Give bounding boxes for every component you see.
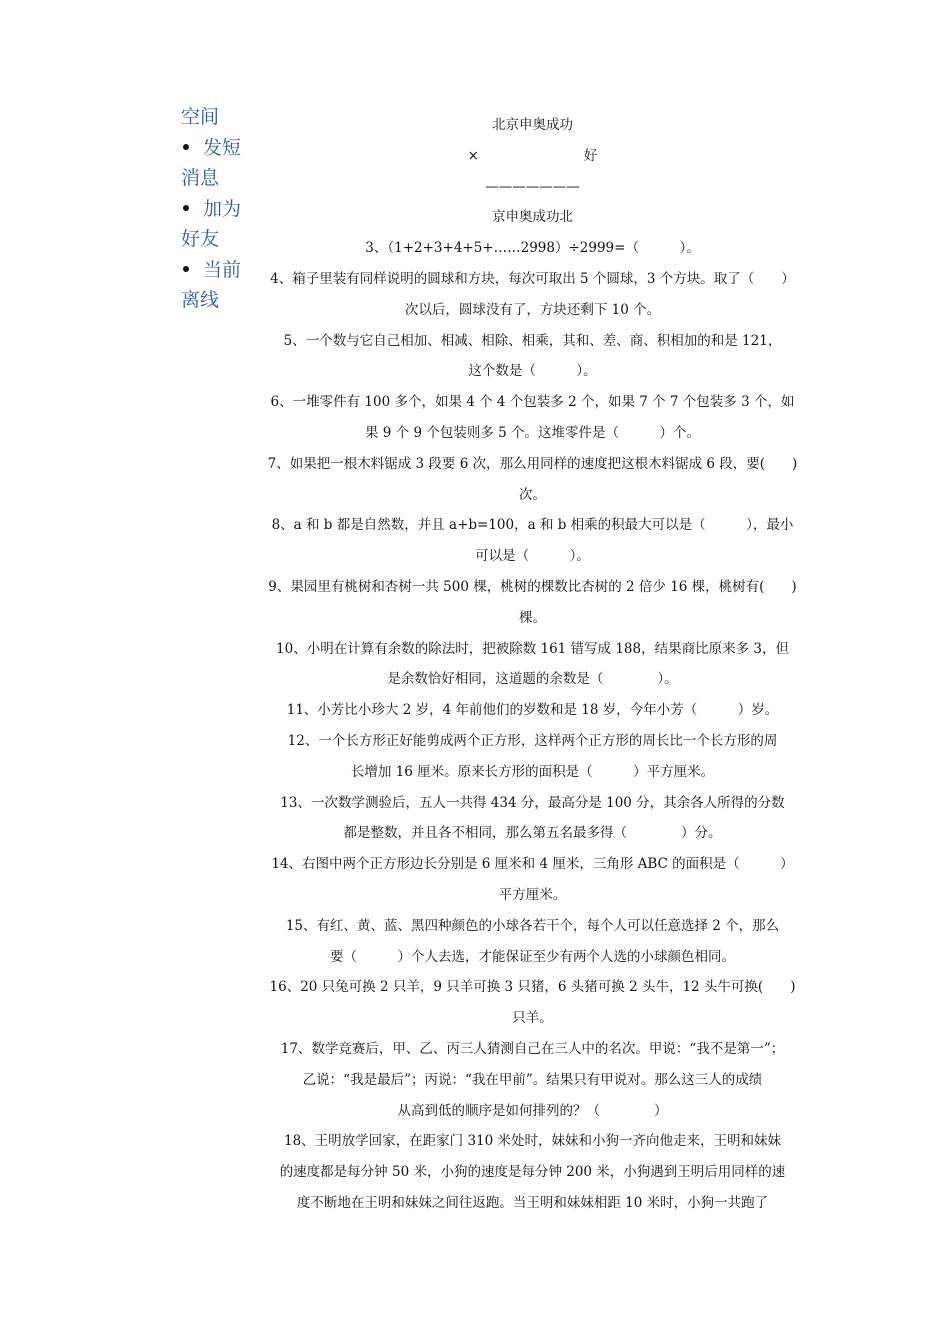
add-friend-item[interactable] [181,194,251,225]
question-item [255,449,810,511]
question-text-line: 是余数恰好相同，这道题的余数是（ ）。 [387,671,678,688]
question-item [255,1126,810,1218]
question-text-line: 16、20 只兔可换 2 只羊，9 只羊可换 3 只猪，6 头猪可换 2 头牛，12 头牛可换( ) [269,979,796,996]
puzzle-multiplier: 好 [583,147,598,164]
question-item [255,264,810,326]
question-text-line: 长增加 16 厘米。原来长方形的面积是（ ）平方厘米。 [350,763,715,780]
question-item [255,387,810,449]
question-text-line: 从高到低的顺序是如何排列的？（ ） [397,1102,668,1119]
question-text-line: 10、小明在计算有余数的除法时，把被除数 161 错写成 188，结果商比原来多 3，但 [276,640,789,657]
question-text-line: 次以后，圆球没有了，方块还剩下 10 个。 [404,301,661,318]
question-text-line: 6、一堆零件有 100 多个，如果 4 个 4 个包装多 2 个，如果 7 个 7 个包装多 3 个，如 [270,394,795,411]
question-text-line: 18、王明放学回家，在距家门 310 米处时，妹妹和小狗一齐向他走来，王明和妹妹 [283,1133,782,1150]
question-text-line: 17、数学竞赛后，甲、乙、丙三人猜测自己在三人中的名次。甲说：“我不是第一”； [280,1040,785,1057]
question-item [255,233,810,264]
send-message-link-line2[interactable]: 消息 [181,167,220,189]
times-sign: × [467,147,479,164]
document-body [255,110,810,1219]
question-text-line: 度不断地在王明和妹妹之间往返跑。当王明和妹妹相距 10 米时，小狗一共跑了 [296,1194,769,1211]
question-text-line: 15、有红、黄、蓝、黑四种颜色的小球各若干个，每个人可以任意选择 2 个，那么 [285,917,780,934]
question-text-line: 棵。 [519,609,546,626]
question-text-line: 的速度都是每分钟 50 米，小狗的速度是每分钟 200 米，小狗遇到王明后用同样的速 [279,1164,786,1181]
question-text-line: 8、a 和 b 都是自然数，并且 a+b=100，a 和 b 相乘的积最大可以是（ ），最小 [271,517,794,534]
question-list [255,233,810,1219]
question-text-line: 9、果园里有桃树和杏树一共 500 棵，桃树的棵数比杏树的 2 倍少 16 棵，桃树有( ) [268,578,797,595]
question-text-line: 5、一个数与它自己相加、相减、相除、相乘，其和、差、商、积相加的和是 121， [283,332,782,349]
add-friend-link-line2[interactable]: 好友 [181,228,220,250]
add-friend-item-cont[interactable] [181,224,251,255]
question-item [255,911,810,973]
puzzle-result: 京申奥成功北 [492,209,573,226]
question-text-line: 只羊。 [512,1010,553,1027]
question-item [255,1034,810,1126]
question-text-line: 12、一个长方形正好能剪成两个正方形，这样两个正方形的周长比一个长方形的周 [287,732,778,749]
offline-status-item-cont [181,285,251,316]
puzzle-multiply-row [255,141,810,172]
space-link-label[interactable]: 空间 [181,106,220,128]
question-text-line: 13、一次数学测验后，五人一共得 434 分，最高分是 100 分，其余各人所得的分数 [280,794,785,811]
question-item [255,695,810,726]
bullet-icon [183,144,189,150]
question-text-line: 果 9 个 9 个包装则多 5 个。这堆零件是（ ）个。 [364,424,700,441]
question-item [255,510,810,572]
question-item [255,326,810,388]
question-text-line: 11、小芳比小珍大 2 岁，4 年前他们的岁数和是 18 岁，今年小芳（ ）岁。 [286,702,779,719]
send-message-item[interactable] [181,133,251,164]
send-message-link-line1[interactable]: 发短 [203,136,242,159]
question-item [255,726,810,788]
offline-status-item [181,255,251,286]
bullet-icon [183,266,189,272]
question-text-line: 3、（1+2+3+4+5+……2998）÷2999=（ ）。 [365,240,700,257]
question-text-line: 7、如果把一根木料锯成 3 段要 6 次，那么用同样的速度把这根木料锯成 6 段，要( ) [267,455,798,472]
space-link[interactable] [181,102,251,133]
offline-status-line1: 当前 [203,258,242,281]
question-item [255,849,810,911]
question-text-line: 乙说：“我是最后”；丙说：“我在甲前”。结果只有甲说对。那么这三人的成绩 [302,1071,763,1088]
offline-status-line2: 离线 [181,289,220,311]
question-item [255,972,810,1034]
bullet-icon [183,205,189,211]
add-friend-link-line1[interactable]: 加为 [203,197,242,220]
question-text-line: 4、箱子里装有同样说明的圆球和方块，每次可取出 5 个圆球，3 个方块。取了（ ） [270,270,795,287]
puzzle-rule: ——————— [485,178,580,195]
question-text-line: 要（ ）个人去选，才能保证至少有两个人选的小球颜色相同。 [330,948,735,965]
send-message-item-cont[interactable] [181,163,251,194]
question-text-line: 这个数是（ ）。 [468,363,597,380]
question-text-line: 次。 [519,486,546,503]
question-text-line: 可以是（ ）。 [475,548,590,565]
question-item [255,634,810,696]
question-text-line: 14、右图中两个正方形边长分别是 6 厘米和 4 厘米，三角形 ABC 的面积是（ ） [271,856,794,873]
question-item [255,788,810,850]
question-text-line: 平方厘米。 [498,886,567,903]
question-item [255,572,810,634]
question-text-line: 都是整数，并且各不相同，那么第五名最多得（ ）分。 [343,825,722,842]
puzzle-top: 北京申奥成功 [492,117,573,133]
profile-sidebar [181,102,251,316]
